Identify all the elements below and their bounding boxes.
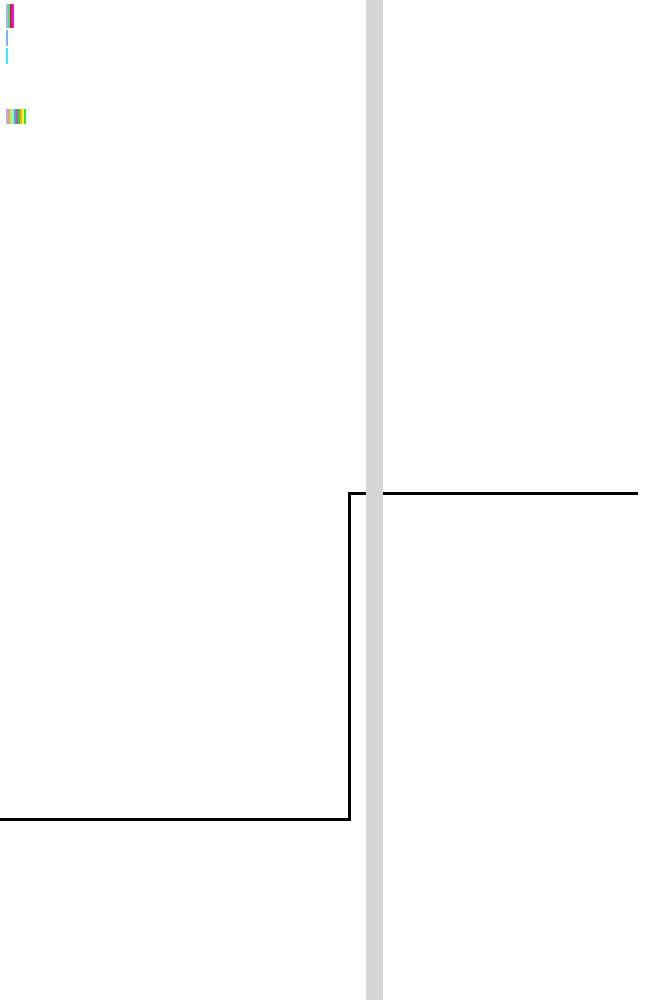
legend-swatch [371,375,379,383]
weight [12,4,14,28]
legend-swatch [371,565,379,573]
legend-swatch [371,641,379,649]
legend-swatch [371,166,379,174]
legend-swatch [371,794,379,802]
last-summary [24,109,26,124]
legend-swatch [371,508,379,516]
runner-title [6,4,330,29]
legend-swatch [371,870,379,878]
form-guide-entry [6,4,330,127]
trainer [6,48,8,64]
legend-swatch [371,261,379,269]
last-start [6,108,330,125]
legend-swatch [371,52,379,60]
legend-swatch [371,908,379,916]
legend-swatch [371,223,379,231]
legend-swatch [371,832,379,840]
legend-swatch [371,299,379,307]
legend-bar [366,0,383,1000]
legend-swatch [371,14,379,22]
legend-swatch [371,755,379,763]
breeding [6,30,8,46]
bracket-divider-bottom [0,818,351,821]
legend-swatch [371,128,379,136]
bracket-divider-top [348,492,638,495]
legend-swatch [371,90,379,98]
legend-swatch [371,432,379,440]
legend-swatch [371,603,379,611]
legend-swatch [371,679,379,687]
bracket-divider-side [348,492,351,820]
